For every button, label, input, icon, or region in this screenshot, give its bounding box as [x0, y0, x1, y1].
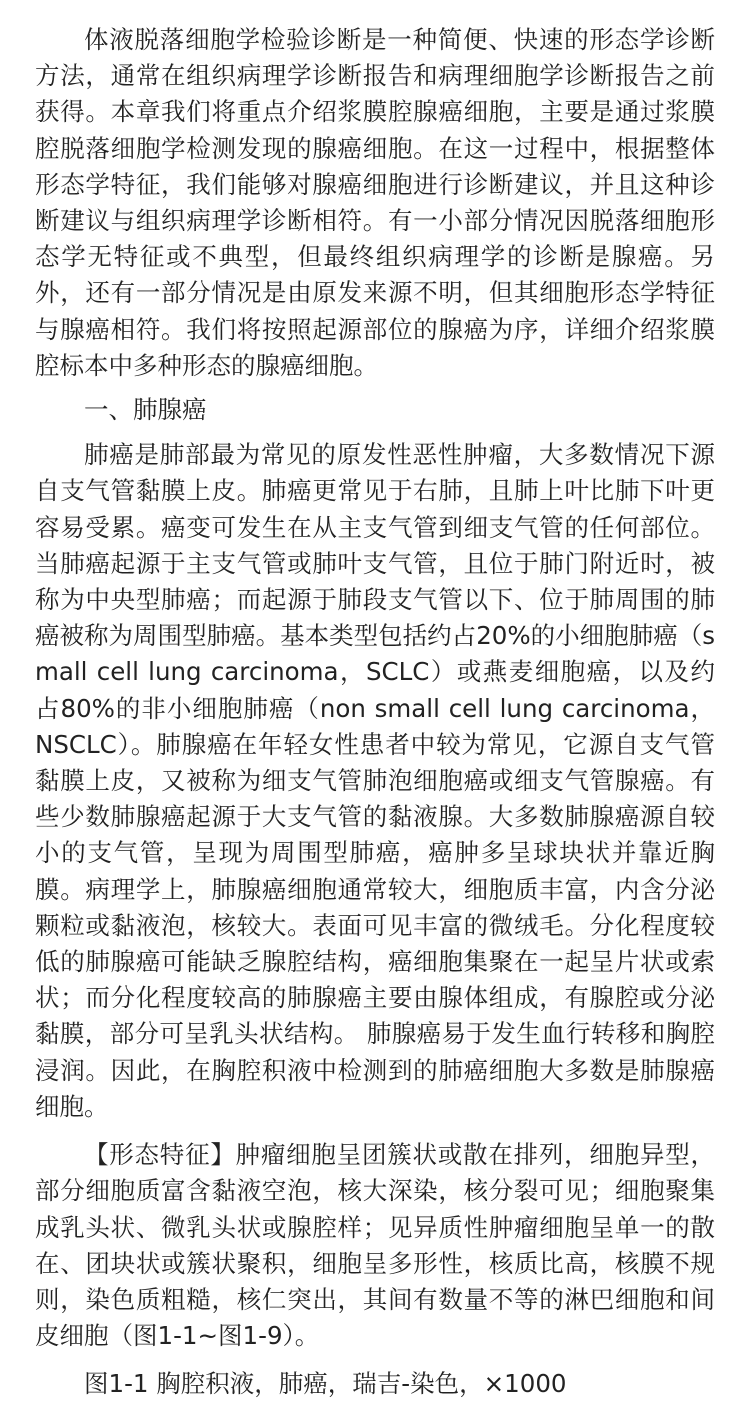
- section-heading: 一、肺腺癌: [84, 395, 207, 425]
- morphology-paragraph: 【形态特征】肿瘤细胞呈团簇状或散在排列，细胞异型，部分细胞质富含黏液空泡，核大深染，核分裂可见；细胞聚集成乳头状、微乳头状或腺腔样；见异质性肿瘤细胞呈单一的散在、团块状或簇状聚积，细胞呈多形性，核质比高，核膜不规则，染色质粗糙，核仁突出，其间有数量不等的淋巴细胞和间皮细胞（图1-1~图1-9）。: [35, 1140, 715, 1351]
- intro-paragraph: 体液脱落细胞学检验诊断是一种简便、快速的形态学诊断方法，通常在组织病理学诊断报告和病理细胞学诊断报告之前获得。本章我们将重点介绍浆膜腔腺癌细胞，主要是通过浆膜腔脱落细胞学检测发现的腺癌细胞。在这一过程中，根据整体形态学特征，我们能够对腺癌细胞进行诊断建议，并且这种诊断建议与组织病理学诊断相符。有一小部分情况因脱落细胞形态学无特征或不典型，但最终组织病理学的诊断是腺癌。另外，还有一部分情况是由原发来源不明，但其细胞形态学特征与腺癌相符。我们将按照起源部位的腺癌为序，详细介绍浆膜腔标本中多种形态的腺癌细胞。: [35, 25, 715, 380]
- document-body: [35, 22, 715, 1403]
- lung-cancer-paragraph: 肺癌是肺部最为常见的原发性恶性肿瘤，大多数情况下源自支气管黏膜上皮。肺癌更常见于右肺，且肺上叶比肺下叶更容易受累。癌变可发生在从主支气管到细支气管的任何部位。当肺癌起源于主支气管或肺叶支气管，且位于肺门附近时，被称为中央型肺癌；而起源于肺段支气管以下、位于肺周围的肺癌被称为周围型肺癌。基本类型包括约占20%的小细胞肺癌（small cell lung carcinoma，SCLC）或燕麦细胞癌，以及约占80%的非小细胞肺癌（non small cell lung carcinoma，NSCLC）。肺腺癌在年轻女性患者中较为常见，它源自支气管黏膜上皮，又被称为细支气管肺泡细胞癌或细支气管腺癌。有些少数肺腺癌起源于大支气管的黏液腺。大多数肺腺癌源自较小的支气管，呈现为周围型肺癌，癌肿多呈球块状并靠近胸膜。病理学上，肺腺癌细胞通常较大，细胞质丰富，内含分泌颗粒或黏液泡，核较大。表面可见丰富的微绒毛。分化程度较低的肺腺癌可能缺乏腺腔结构，癌细胞集聚在一起呈片状或索状；而分化程度较高的肺腺癌主要由腺体组成，有腺腔或分泌黏膜，部分可呈乳头状结构。 肺腺癌易于发生血行转移和胸腔浸润。因此，在胸腔积液中检测到的肺癌细胞大多数是肺腺癌细胞。: [35, 440, 715, 1121]
- figure-caption: 图1-1 胸腔积液，肺癌，瑞吉-染色，×1000: [84, 1369, 567, 1399]
